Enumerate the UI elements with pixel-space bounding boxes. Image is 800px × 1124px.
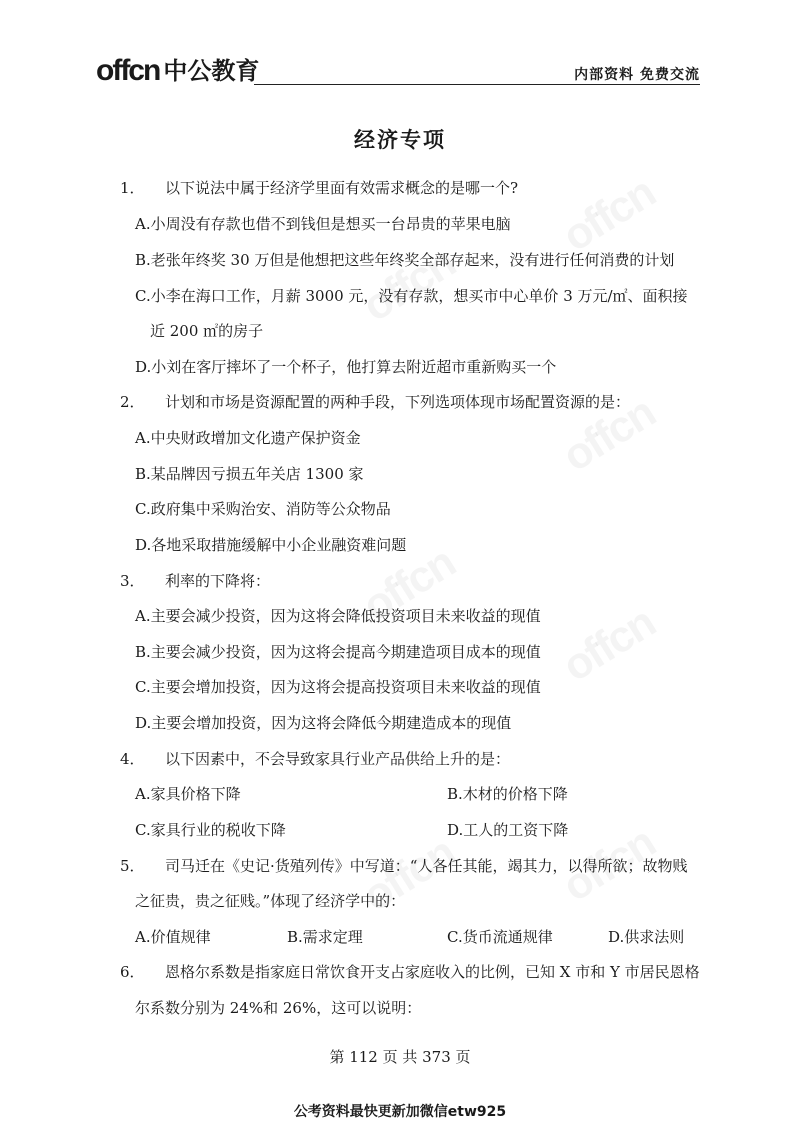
option-line: A.家具价格下降 — [135, 785, 241, 803]
option-line: C.家具行业的税收下降 — [135, 821, 286, 839]
question-stem: 司马迁在《史记·货殖列传》中写道：“人各任其能，竭其力，以得所欲；故物贱 — [165, 857, 688, 875]
question-stem-continued: 尔系数分别为 24%和 26%，这可以说明： — [135, 999, 422, 1017]
option-line: C.小李在海口工作，月薪 3000 元，没有存款，想买市中心单价 3 万元/㎡、面积接 — [135, 287, 688, 305]
option-line: A.主要会减少投资，因为这将会降低投资项目未来收益的现值 — [135, 607, 541, 625]
question-number: 3． — [120, 572, 145, 590]
option-line: C.货币流通规律 — [447, 928, 553, 946]
option-line: A.价值规律 — [135, 928, 211, 946]
logo-chinese-text: 中公教育 — [163, 57, 260, 85]
option-line: B.主要会减少投资，因为这将会提高今期建造项目成本的现值 — [135, 643, 541, 661]
option-line: 近 200 ㎡的房子 — [150, 322, 264, 340]
header-note: 内部资料 免费交流 — [574, 67, 700, 83]
page-title: 经济专项 — [354, 128, 446, 152]
question-stem: 计划和市场是资源配置的两种手段，下列选项体现市场配置资源的是： — [165, 393, 631, 411]
option-line: C.主要会增加投资，因为这将会提高投资项目未来收益的现值 — [135, 678, 541, 696]
footer-note: 公考资料最快更新加微信etw925 — [293, 1104, 507, 1120]
page-header — [96, 56, 700, 90]
option-line: D.工人的工资下降 — [447, 821, 569, 839]
option-line: A.小周没有存款也借不到钱但是想买一台昂贵的苹果电脑 — [135, 215, 511, 233]
question-number: 5． — [120, 857, 145, 875]
question-stem-continued: 之征贵，贵之征贱。”体现了经济学中的： — [135, 892, 406, 910]
option-line: B.某品牌因亏损五年关店 1300 家 — [135, 465, 364, 483]
question-stem: 恩格尔系数是指家庭日常饮食开支占家庭收入的比例，已知 X 市和 Y 市居民恩格 — [165, 963, 700, 981]
option-line: D.供求法则 — [608, 928, 685, 946]
option-line: B.木材的价格下降 — [447, 785, 568, 803]
page-number: 第 112 页 共 373 页 — [329, 1048, 471, 1066]
option-line: A.中央财政增加文化遗产保护资金 — [135, 429, 361, 447]
option-line: D.小刘在客厅摔坏了一个杯子，他打算去附近超市重新购买一个 — [135, 358, 557, 376]
question-stem: 以下说法中属于经济学里面有效需求概念的是哪一个? — [165, 179, 519, 197]
option-line: D.主要会增加投资，因为这将会降低今期建造成本的现值 — [135, 714, 512, 732]
option-line: C.政府集中采购治安、消防等公众物品 — [135, 500, 391, 518]
option-line: B.老张年终奖 30 万但是他想把这些年终奖全部存起来，没有进行任何消费的计划 — [135, 251, 675, 269]
offcn-logo — [96, 56, 259, 86]
question-number: 6． — [120, 963, 145, 981]
watermark-logo — [554, 168, 663, 262]
watermark-logo — [554, 598, 663, 692]
header-rule — [254, 84, 700, 85]
option-line: B.需求定理 — [287, 928, 363, 946]
question-stem: 利率的下降将： — [165, 572, 271, 590]
logo-latin-text: offcn — [96, 54, 160, 87]
option-line: D.各地采取措施缓解中小企业融资难问题 — [135, 536, 407, 554]
question-number: 4． — [120, 750, 145, 768]
question-number: 1． — [120, 179, 145, 197]
question-stem: 以下因素中，不会导致家具行业产品供给上升的是： — [165, 750, 511, 768]
question-number: 2． — [120, 393, 145, 411]
